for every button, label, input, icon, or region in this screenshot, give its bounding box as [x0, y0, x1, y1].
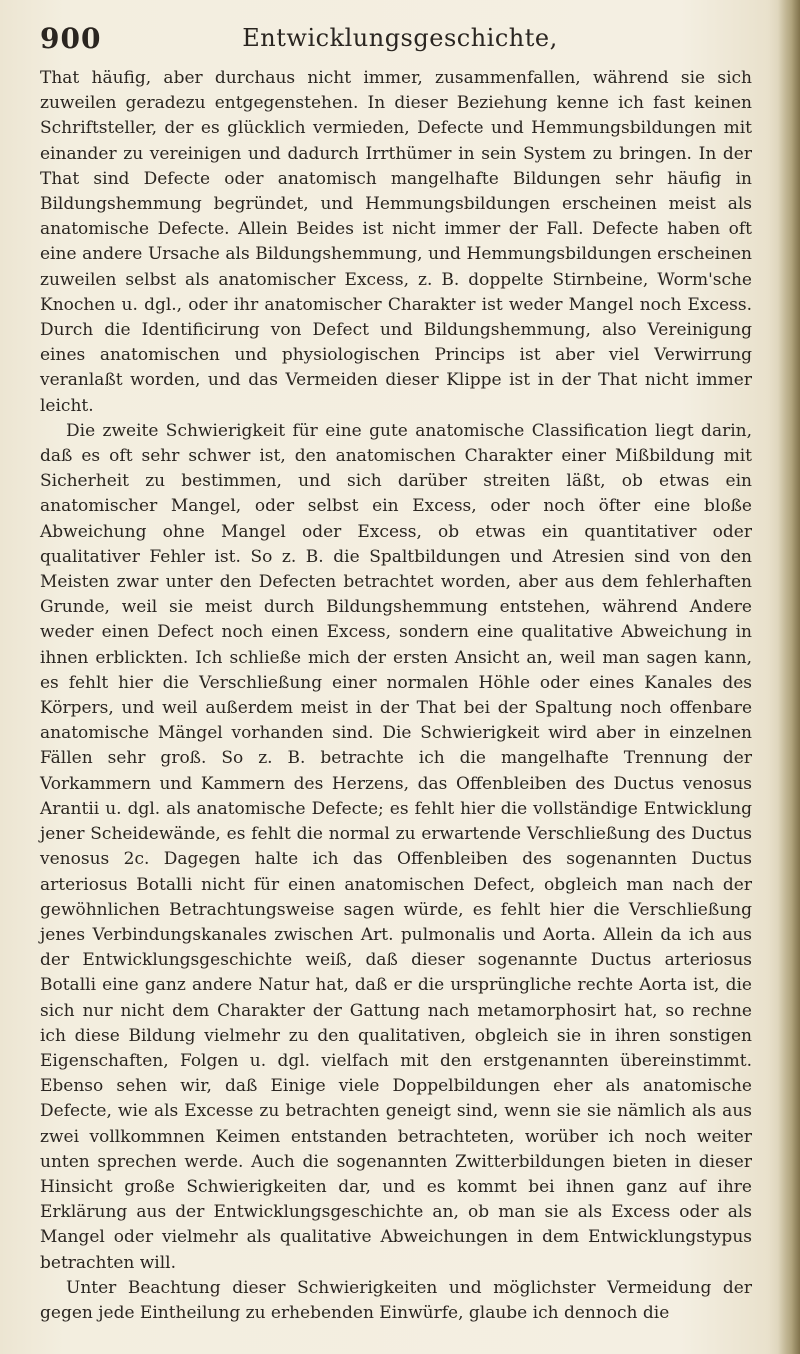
paragraph: Unter Beachtung dieser Schwierigkeiten und möglichster Vermeidung der gegen jede Eintheilung zu erhebenden Einwürfe, glaube ich dennoch die — [40, 1277, 752, 1323]
page-edge-shadow — [778, 0, 800, 1354]
paragraph: Die zweite Schwierigkeit für eine gute anatomische Classification liegt darin, daß es oft sehr schwer ist, den anatomischen Charakter einer Mißbildung mit Sicherheit zu bestimmen, und sich darüber streiten läßt, ob etwas ein anatomischer Mangel, oder selbst ein Excess, oder noch öfter eine bloße Abweichung ohne Mangel oder Excess, ob etwas ein quantitativer oder qualitativer Fehler ist. So z. B. die Spaltbildungen und Atresien sind von den Meisten zwar unter den Defecten betrachtet worden, aber aus dem fehlerhaften Grunde, weil sie meist durch Bildungshemmung entstehen, während Andere weder einen Defect noch einen Excess, sondern eine qualitative Abweichung in ihnen erblickten. Ich schließe mich der ersten Ansicht an, weil man sagen kann, es fehlt hier die Verschließung einer normalen Höhle oder eines Kanales des Körpers, und weil außerdem meist in der That bei der Spaltung noch offenbare anatomische Mängel vorhanden sind. Die Schwierigkeit wird aber in einzelnen Fällen sehr groß. So z. B. betrachte ich die mangelhafte Trennung der Vorkammern und Kammern des Herzens, das Offenbleiben des Ductus venosus Arantii u. dgl. als anatomische Defecte; es fehlt hier die vollständige Entwicklung jener Scheidewände, es fehlt die normal zu erwartende Verschließung des Ductus venosus 2c. Dagegen halte ich das Offenbleiben des sogenannten Ductus arteriosus Botalli nicht für einen anatomischen Defect, obgleich man nach der gewöhnlichen Betrachtungsweise sagen würde, es fehlt hier die Verschließung jenes Verbindungskanales zwischen Art. pulmonalis und Aorta. Allein da ich aus der Entwicklungsgeschichte weiß, daß dieser sogenannte Ductus arteriosus Botalli eine ganz andere Natur hat, daß er die ursprüngliche rechte Aorta ist, die sich nur nicht dem Charakter der Gattung nach metamorphosirt hat, so rechne ich diese Bildung vielmehr zu den qualitativen, obgleich sie in ihren sonstigen Eigenschaften, Folgen u. dgl. vielfach mit den erstgenannten übereinstimmt. Ebenso sehen wir, daß Einige viele Doppelbildungen eher als anatomische Defecte, wie als Excesse zu betrachten geneigt sind, wenn sie sie nämlich als aus zwei vollkommnen Keimen entstanden betrachteten, worüber ich noch weiter unten sprechen werde. Auch die sogenannten Zwitterbildungen bieten in dieser Hinsicht große Schwierigkeiten dar, und es kommt bei ihnen ganz auf ihre Erklärung aus der Entwicklungsgeschichte an, ob man sie als Excess oder als Mangel oder vielmehr als qualitative Abweichungen in dem Entwicklungstypus betrachten will. — [40, 420, 752, 1273]
page-header — [40, 22, 760, 62]
paragraph: That häufig, aber durchaus nicht immer, zusammenfallen, während sie sich zuweilen geradezu entgegenstehen. In dieser Beziehung kenne ich fast keinen Schriftsteller, der es glücklich vermieden, Defecte und Hemmungsbildungen mit einander zu vereinigen und dadurch Irrthümer in sein System zu bringen. In der That sind Defecte oder anatomisch mangelhafte Bildungen sehr häufig in Bildungshemmung begründet, und Hemmungsbildungen erscheinen meist als anatomische Defecte. Allein Beides ist nicht immer der Fall. Defecte haben oft eine andere Ursache als Bildungshemmung, und Hemmungsbildungen erscheinen zuweilen selbst als anatomischer Excess, z. B. doppelte Stirnbeine, Worm'sche Knochen u. dgl., oder ihr anatomischer Charakter ist weder Mangel noch Excess. Durch die Identificirung von Defect und Bildungshemmung, also Vereinigung eines anatomischen und physiologischen Princips ist aber viel Verwirrung veranlaßt worden, und das Vermeiden dieser Klippe ist in der That nicht immer leicht. — [40, 68, 752, 416]
running-head: Entwicklungsgeschichte, — [242, 24, 558, 52]
body-text — [40, 66, 752, 1326]
page-number: 900 — [40, 22, 102, 55]
